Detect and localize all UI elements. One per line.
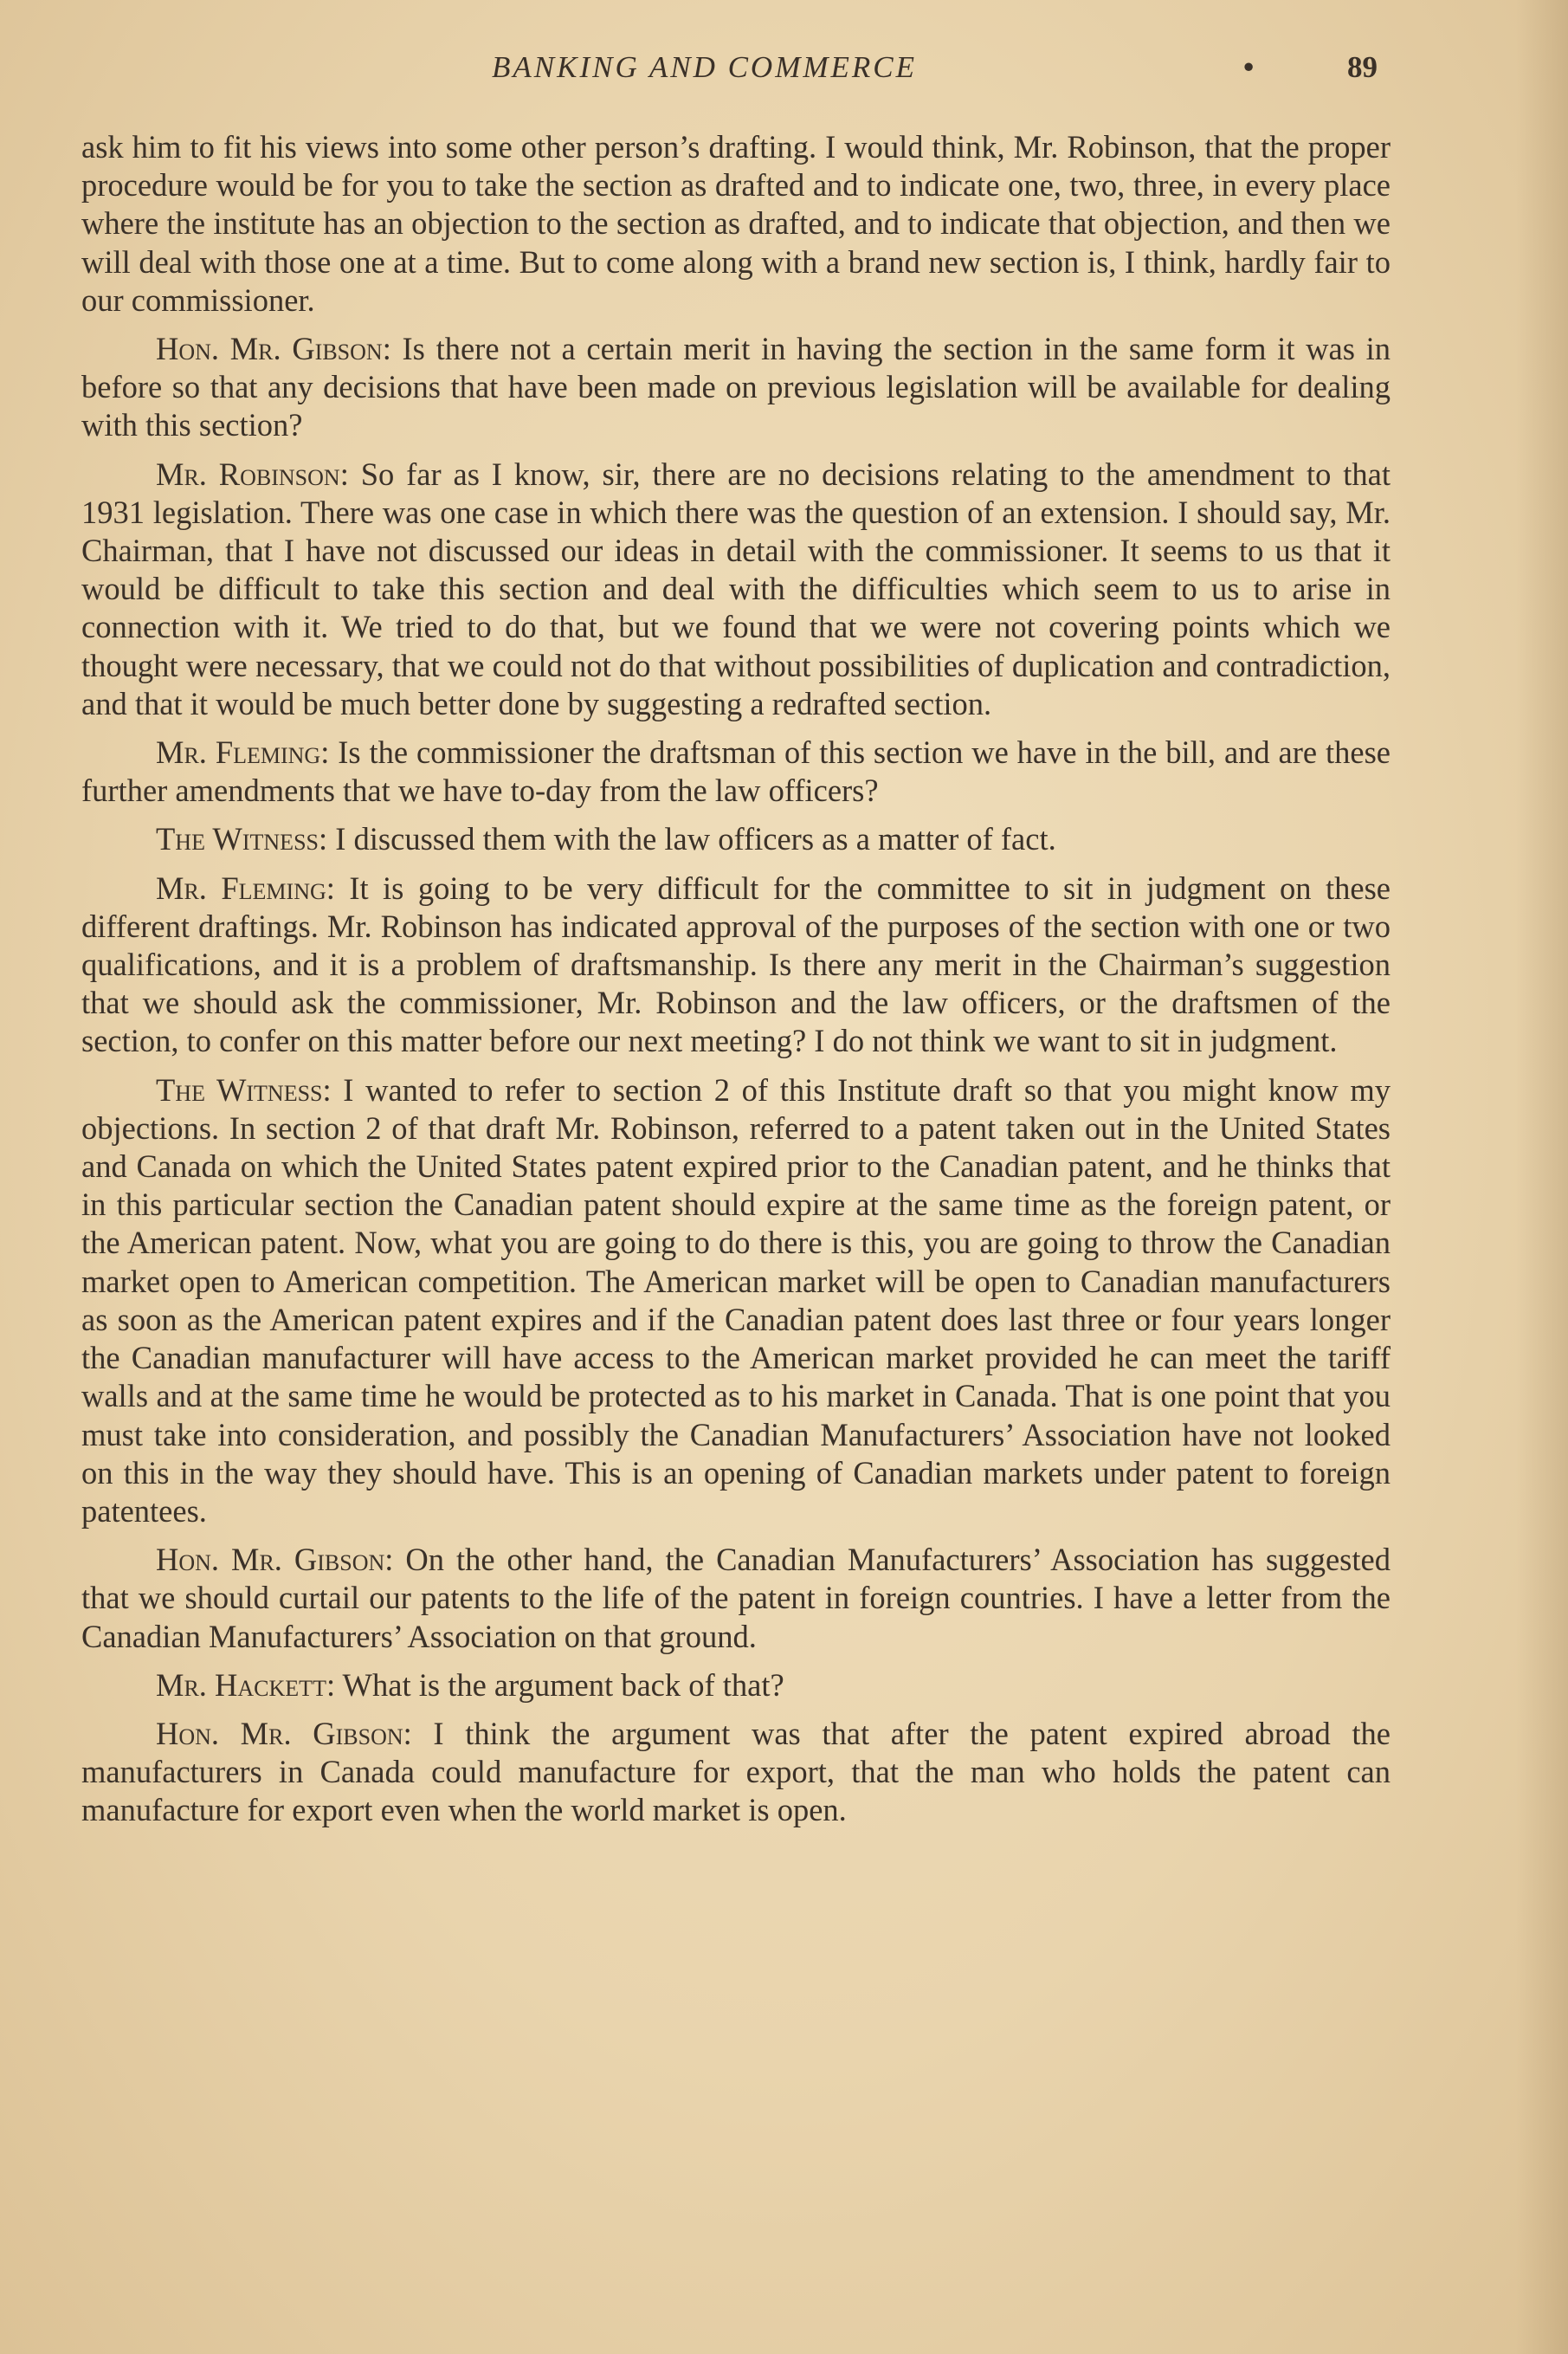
paragraph-text: What is the argument back of that? — [335, 1666, 784, 1703]
paragraph-text: Is there not a certain merit in having the section in the same form it was in before so that any decisions that have been made on previous legislation will be available for dealing with this section? — [81, 331, 1391, 443]
header-dot: • — [1243, 50, 1255, 84]
paragraph-text: I wanted to refer to section 2 of this Institute draft so that you might know my objections. In section 2 of that draft Mr. Robinson, referred to a patent taken out in the United States and Canada on which the United States patent expired prior to the Canadian patent, and he thinks that in this particular section the Canadian patent should expire at the same time as the foreign patent, or the American patent. Now, what you are going to do there is this, you are going to throw the Canadian market open to American competition. The American market will be open to Canadian manufacturers as soon as the American patent expires and if the Canadian patent does last three or four years longer the Canadian manufacturer will have access to the American market provided he can meet the tariff walls and at the same time he would be protected as to his market in Canada. That is one point that you must take into consideration, and possibly the Canadian Manufacturers’ Association have not looked on this in the way they should have. This is an opening of Canadian markets under patent to foreign patentees. — [81, 1071, 1391, 1529]
paragraph — [81, 1715, 1391, 1830]
paragraph-text: I think the argument was that after the patent expired abroad the manufacturers in Canada could manufacture for export, that the man who holds the patent can manufacture for export even when the world market is open. — [81, 1715, 1391, 1828]
paragraph-text: It is going to be very difficult for the committee to sit in judgment on these different draftings. Mr. Robinson has indicated approval of the purposes of the section with one or two qualifications, and it is a problem of draftsmanship. Is there any merit in the Chairman’s suggestion that we should ask the commissioner, Mr. Robinson and the law officers, or the draftsmen of the section, to confer on this matter before our next meeting? I do not think we want to sit in judgment. — [81, 870, 1391, 1059]
paragraph — [81, 330, 1391, 445]
paragraph — [81, 128, 1391, 320]
paragraph — [81, 1541, 1391, 1656]
speaker-name: Mr. Fleming: — [156, 870, 335, 906]
paragraph-text: ask him to fit his views into some other person’s drafting. I would think, Mr. Robinson, that the proper procedure would be for you to take the section as drafted and to indicate one, two, three, in every place where the institute has an objection to the section as drafted, and to indicate that objection, and then we will deal with those one at a time. But to come along with a brand new section is, I think, hardly fair to our commissioner. — [81, 129, 1391, 318]
page-number: 89 — [1347, 50, 1378, 84]
paragraph-text: On the other hand, the Canadian Manufacturers’ Association has suggested that we should curtail our patents to the life of the patent in foreign countries. I have a letter from the Canadian Manufacturers’ Association on that ground. — [81, 1542, 1391, 1654]
paragraph — [81, 1071, 1391, 1530]
speaker-name: Mr. Robinson: — [156, 456, 349, 492]
speaker-name: Hon. Mr. Gibson: — [156, 1542, 394, 1578]
paragraph-text: Is the commissioner the draftsman of this section we have in the bill, and are these further amendments that we have to-day from the law officers? — [81, 734, 1391, 809]
body-text — [81, 128, 1391, 1840]
speaker-name: The Witness: — [156, 1071, 332, 1108]
page-header — [0, 50, 1568, 102]
paragraph — [81, 456, 1391, 723]
paragraph-text: I discussed them with the law officers as a matter of fact. — [327, 821, 1056, 857]
speaker-name: Hon. Mr. Gibson: — [156, 331, 391, 367]
paragraph — [81, 820, 1391, 858]
speaker-name: Mr. Hackett: — [156, 1666, 336, 1703]
paragraph — [81, 1666, 1391, 1704]
speaker-name: Hon. Mr. Gibson: — [156, 1715, 412, 1751]
paragraph-text: So far as I know, sir, there are no decisions relating to the amendment to that 1931 legislation. There was one case in which there was the question of an extension. I should say, Mr. Chairman, that I have not discussed our ideas in detail with the commissioner. It seems to us that it would be difficult to take this section and deal with the difficulties which seem to us to arise in connection with it. We tried to do that, but we found that we were not covering points which we thought were necessary, that we could not do that without possibilities of duplication and contradiction, and that it would be much better done by suggesting a redrafted section. — [81, 456, 1391, 721]
paragraph — [81, 734, 1391, 810]
page-edge-shadow — [1516, 0, 1568, 2354]
speaker-name: The Witness: — [156, 821, 328, 857]
running-head: BANKING AND COMMERCE — [492, 50, 918, 84]
speaker-name: Mr. Fleming: — [156, 734, 330, 771]
paragraph — [81, 870, 1391, 1061]
